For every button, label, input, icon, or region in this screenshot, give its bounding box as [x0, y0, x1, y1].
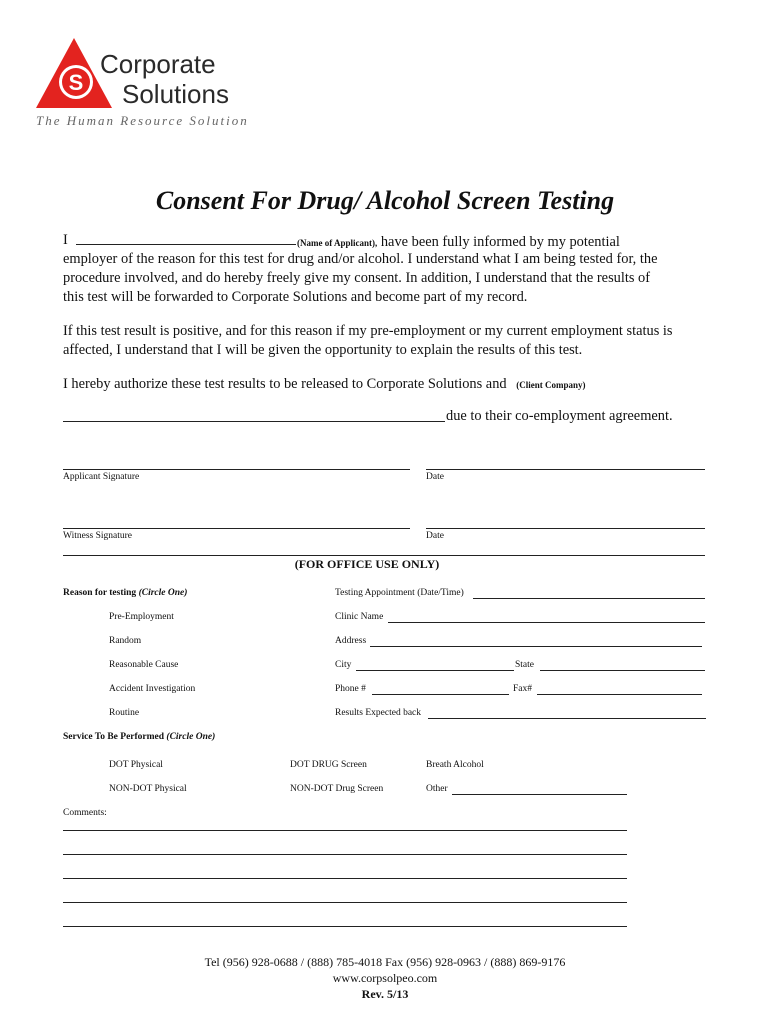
para3-line: [63, 375, 585, 395]
comments-line-1[interactable]: [63, 830, 627, 831]
city-label: City: [335, 660, 352, 670]
comments-label: Comments:: [63, 808, 107, 818]
client-company-field[interactable]: [63, 421, 445, 422]
witness-signature-label: Witness Signature: [63, 531, 133, 541]
fax-field[interactable]: [537, 694, 702, 695]
reason-reasonable-cause[interactable]: Reasonable Cause: [109, 660, 179, 670]
logo-tagline: The Human Resource Solution: [36, 113, 249, 128]
reason-routine[interactable]: Routine: [109, 708, 140, 718]
name-of-applicant-label: (Name of Applicant),: [297, 238, 378, 248]
service-other-label: Other: [426, 784, 448, 794]
comments-line-5[interactable]: [63, 926, 627, 927]
office-use-header: (FOR OFFICE USE ONLY): [294, 557, 440, 571]
service-label: Service To Be Performed: [63, 732, 165, 742]
client-company-label: (Client Company): [516, 380, 586, 390]
applicant-name-field[interactable]: [76, 244, 296, 245]
fax-label: Fax#: [513, 684, 532, 694]
svg-text:S: S: [68, 70, 84, 95]
comments-line-2[interactable]: [63, 854, 627, 855]
service-nondot-physical[interactable]: NON-DOT Physical: [109, 784, 187, 794]
para1-start: I: [63, 232, 68, 248]
witness-date-label: Date: [426, 531, 444, 541]
testing-appointment-label: Testing Appointment (Date/Time): [335, 588, 464, 598]
footer-revision: Rev. 5/13: [361, 987, 409, 1001]
state-label: State: [515, 660, 534, 670]
applicant-date-field[interactable]: [426, 469, 705, 470]
witness-signature-field[interactable]: [63, 528, 410, 529]
service-nondot-drug-screen[interactable]: NON-DOT Drug Screen: [290, 784, 384, 794]
reason-for-testing-label: [63, 588, 187, 598]
comments-line-3[interactable]: [63, 878, 627, 879]
clinic-name-field[interactable]: [388, 622, 705, 623]
testing-appointment-field[interactable]: [473, 598, 705, 599]
footer-phones: Tel (956) 928-0688 / (888) 785-4018 Fax (956) 928-0963 / (888) 869-9176: [204, 955, 566, 969]
para1-line2: employer of the reason for this test for drug and/or alcohol. I understand what I am being tested for, the: [63, 251, 658, 267]
reason-accident-investigation[interactable]: Accident Investigation: [109, 684, 196, 694]
reason-hint: (Circle One): [138, 588, 188, 598]
address-label: Address: [335, 636, 367, 646]
office-divider: [63, 555, 705, 556]
address-field[interactable]: [370, 646, 702, 647]
para3-text: I hereby authorize these test results to be released to Corporate Solutions and: [63, 376, 507, 392]
service-dot-physical[interactable]: DOT Physical: [109, 760, 163, 770]
para2-line1: If this test result is positive, and for this reason if my pre-employment or my current employment status is: [63, 323, 673, 339]
reason-label: Reason for testing: [63, 588, 137, 598]
coemployment-text: due to their co-employment agreement.: [446, 408, 673, 424]
form-title: Consent For Drug/ Alcohol Screen Testing: [155, 186, 615, 215]
applicant-signature-field[interactable]: [63, 469, 410, 470]
service-hint: (Circle One): [166, 732, 216, 742]
service-to-be-performed-label: [63, 732, 215, 742]
applicant-signature-label: Applicant Signature: [63, 472, 140, 482]
service-breath-alcohol[interactable]: Breath Alcohol: [426, 760, 484, 770]
para1-line3: procedure involved, and do hereby freely give my consent. In addition, I understand that the results of: [63, 270, 651, 286]
results-expected-field[interactable]: [428, 718, 706, 719]
comments-line-4[interactable]: [63, 902, 627, 903]
city-field[interactable]: [356, 670, 514, 671]
service-other-field[interactable]: [452, 794, 627, 795]
logo-word-solutions: Solutions: [122, 79, 229, 109]
company-logo: [34, 36, 254, 131]
applicant-date-label: Date: [426, 472, 444, 482]
logo-word-corporate: Corporate: [100, 49, 216, 79]
witness-date-field[interactable]: [426, 528, 705, 529]
results-expected-label: Results Expected back: [335, 708, 422, 718]
para1-line4: this test will be forwarded to Corporate Solutions and become part of my record.: [63, 289, 528, 305]
service-dot-drug-screen[interactable]: DOT DRUG Screen: [290, 760, 367, 770]
footer-website[interactable]: www.corpsolpeo.com: [332, 971, 438, 985]
clinic-name-label: Clinic Name: [335, 612, 384, 622]
phone-label: Phone #: [335, 684, 366, 694]
phone-field[interactable]: [372, 694, 509, 695]
reason-pre-employment[interactable]: Pre-Employment: [109, 612, 174, 622]
para2-line2: affected, I understand that I will be given the opportunity to explain the results of this test.: [63, 342, 583, 358]
state-field[interactable]: [540, 670, 705, 671]
para1-line1-rest: have been fully informed by my potential: [380, 234, 620, 250]
reason-random[interactable]: Random: [109, 636, 142, 646]
